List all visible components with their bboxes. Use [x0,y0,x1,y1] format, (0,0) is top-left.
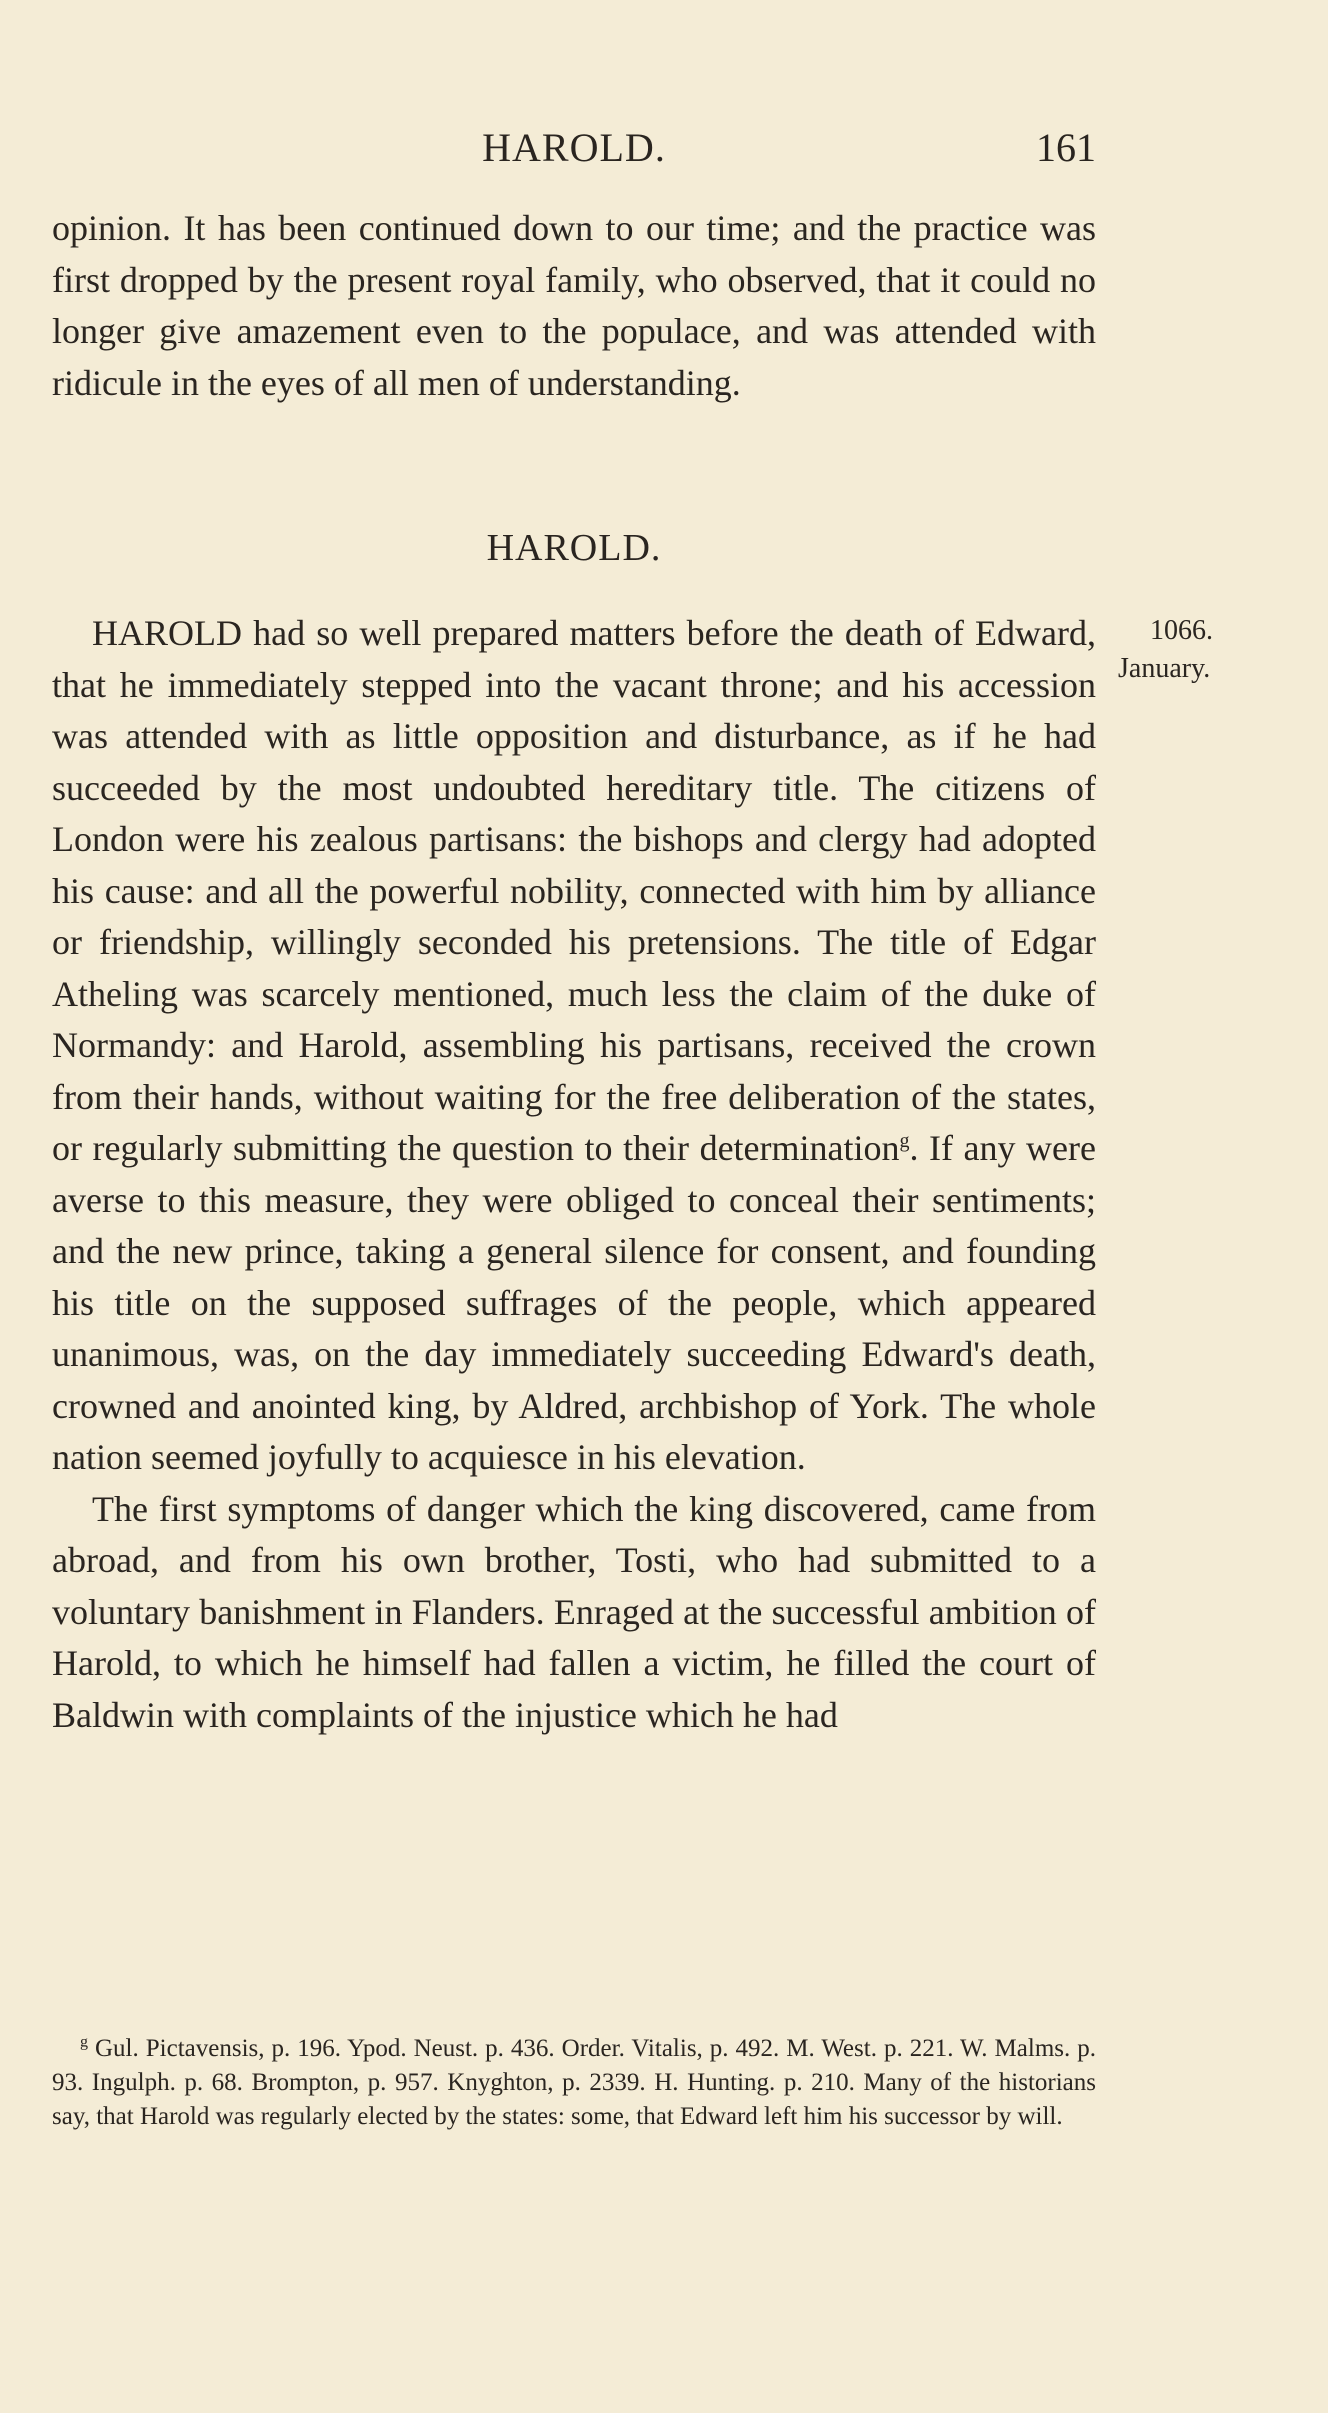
intro-text-block [52,203,1096,409]
main-text-block [52,608,1096,1741]
footnote-reference: g [899,1130,910,1152]
lead-initial: H [92,613,118,653]
footnote-mark: g [80,2033,88,2051]
lead-small-caps: AROLD [118,613,242,653]
page-header [52,118,1096,178]
margin-note [1118,612,1318,688]
intro-paragraph: opinion. It has been continued down to our time; and the practice was first dropped by the present royal family, who observed, that it could no longer give amazement even to the populace, and was attended with ridicule in the eyes of all men of understanding. [52,208,1096,403]
footnote-text: Gul. Pictavensis, p. 196. Ypod. Neust. p. 436. Order. Vitalis, p. 492. M. West. p. 221. W. Malms. p. 93. Ingulph. p. 68. Brompton, p. 957. Knyghton, p. 2339. H. Hunting. p. 210. Many of the historians say, that Harold was regularly elected by the states: some, that Edward left him his successor by will. [52,2035,1096,2130]
footnote-entry [52,2032,1096,2134]
margin-note-year: 1066. [1150,615,1213,646]
page-number: 161 [1036,125,1096,170]
paragraph-text-b: . If any were averse to this measure, they were obliged to conceal their sentiments; and the new prince, taking a general silence for consent, and founding his title on the supposed suffrages of the people, which appeared unanimous, was, on the day immediately succeeding Edward's death, crowned and anointed king, by Aldred, archbishop of York. The whole nation seemed joyfully to acquiesce in his elevation. [52,1128,1096,1477]
margin-note-month: January. [1118,653,1211,684]
paragraph-text-a: had so well prepared matters before the death of Edward, that he immediately stepped into the vacant throne; and his accession was attended with as little opposition and disturbance, as if he had succeeded by the most undoubted hereditary title. The citizens of London were his zealous partisans: the bishops and clergy had adopted his cause: and all the powerful nobility, connected with him by alliance or friendship, willingly seconded his pretensions. The title of Edgar Atheling was scarcely mentioned, much less the claim of the duke of Normandy: and Harold, assembling his partisans, received the crown from their hands, without waiting for the free deliberation of the states, or regularly submitting the question to their determination [52,613,1096,1168]
running-head: HAROLD. [482,125,666,170]
paragraph-tosti: The first symptoms of danger which the king discovered, came from abroad, and from his own brother, Tosti, who had submitted to a voluntary banishment in Flanders. Enraged at the successful ambition of Harold, to which he himself had fallen a victim, he filled the court of Baldwin with complaints of the injustice which he had [52,1488,1096,1735]
footnotes [52,2032,1096,2134]
section-title: HAROLD. [486,527,662,569]
paragraph-harold-accession [52,608,1096,1484]
